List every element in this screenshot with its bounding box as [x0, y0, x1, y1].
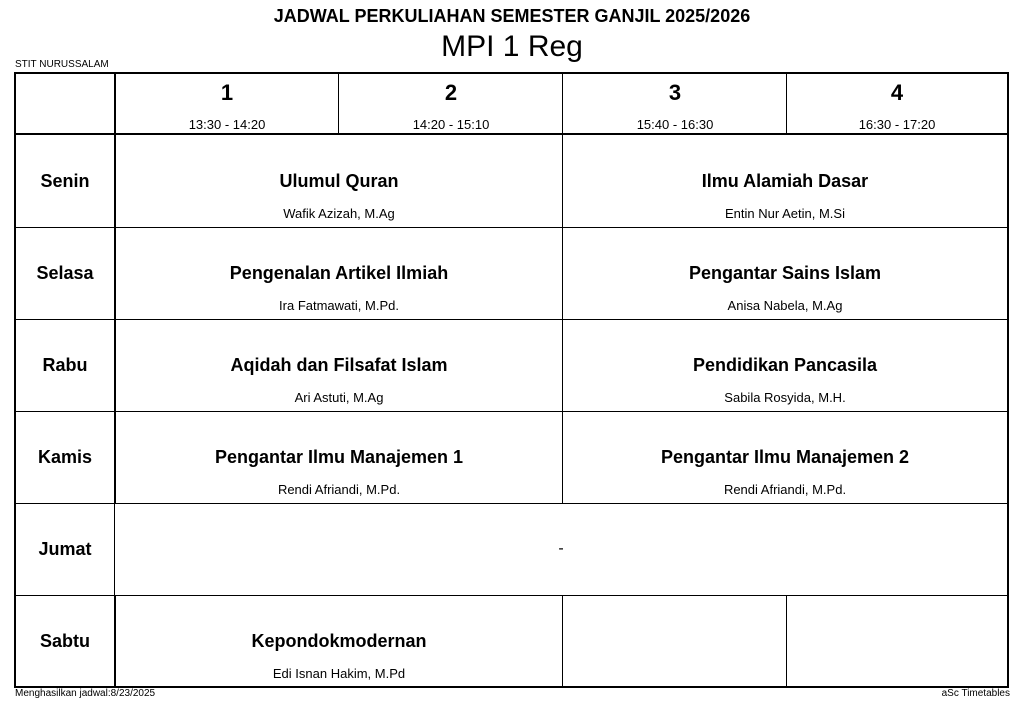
day-label: Selasa	[36, 263, 94, 283]
day-row-senin	[16, 135, 114, 227]
day-row-rabu	[16, 320, 114, 411]
day-label: Kamis	[37, 447, 93, 467]
timetable-grid	[14, 72, 1009, 688]
course-name: Pengantar Sains Islam	[688, 263, 882, 283]
teacher-name: Ira Fatmawati, M.Pd.	[279, 298, 399, 313]
day-label: Sabtu	[39, 631, 90, 651]
day-row-sabtu	[16, 596, 114, 686]
course-card[interactable]	[563, 228, 1007, 319]
empty-slot-cell[interactable]	[563, 596, 787, 686]
course-name: Ulumul Quran	[279, 171, 399, 191]
period-header-1	[115, 74, 339, 133]
day-label: Jumat	[38, 539, 92, 559]
teacher-name: Rendi Afriandi, M.Pd.	[277, 482, 401, 497]
day-row-jumat	[16, 504, 114, 595]
course-name: Pengantar Ilmu Manajemen 1	[214, 447, 464, 467]
period-number: 4	[890, 80, 904, 105]
period-number: 3	[668, 80, 682, 105]
teacher-name: Wafik Azizah, M.Ag	[283, 206, 395, 221]
course-card[interactable]	[115, 135, 563, 227]
course-card[interactable]	[563, 320, 1007, 411]
course-card[interactable]	[563, 135, 1007, 227]
day-label: Senin	[40, 171, 90, 191]
teacher-name: Anisa Nabela, M.Ag	[727, 298, 843, 313]
period-number: 1	[220, 80, 234, 105]
day-row-kamis	[16, 412, 114, 503]
period-time: 13:30 - 14:20	[188, 117, 266, 132]
period-time: 14:20 - 15:10	[412, 117, 490, 132]
teacher-name: Rendi Afriandi, M.Pd.	[723, 482, 847, 497]
course-card[interactable]	[115, 596, 563, 686]
course-name: Ilmu Alamiah Dasar	[701, 171, 869, 191]
course-name: Pengantar Ilmu Manajemen 2	[660, 447, 910, 467]
teacher-name: Sabila Rosyida, M.H.	[724, 390, 846, 405]
empty-slot-cell[interactable]	[787, 596, 1007, 686]
period-header-4	[787, 74, 1007, 133]
course-name: Kepondokmodernan	[251, 631, 427, 651]
course-card[interactable]	[115, 412, 563, 503]
class-name: MPI 1 Reg	[441, 30, 583, 63]
course-name: Pendidikan Pancasila	[692, 355, 878, 375]
period-number: 2	[444, 80, 458, 105]
course-card[interactable]	[563, 412, 1007, 503]
school-name: STIT NURUSSALAM	[15, 59, 109, 70]
course-card[interactable]	[115, 320, 563, 411]
teacher-name: Entin Nur Aetin, M.Si	[725, 206, 845, 221]
course-name: Aqidah dan Filsafat Islam	[230, 355, 448, 375]
schedule-title: JADWAL PERKULIAHAN SEMESTER GANJIL 2025/2026	[273, 6, 751, 26]
brand-label: aSc Timetables	[941, 688, 1010, 699]
day-label: Rabu	[42, 355, 88, 375]
teacher-name: Edi Isnan Hakim, M.Pd	[272, 666, 406, 681]
course-card[interactable]	[115, 228, 563, 319]
period-time: 16:30 - 17:20	[858, 117, 936, 132]
teacher-name: Ari Astuti, M.Ag	[294, 390, 384, 405]
course-name: Pengenalan Artikel Ilmiah	[229, 263, 449, 283]
empty-day-cell[interactable]	[115, 504, 1007, 595]
day-row-selasa	[16, 228, 114, 319]
generated-date: Menghasilkan jadwal:8/23/2025	[15, 688, 156, 699]
no-class-dash: -	[558, 540, 564, 557]
period-header-2	[339, 74, 563, 133]
period-header-3	[563, 74, 787, 133]
period-time: 15:40 - 16:30	[636, 117, 714, 132]
